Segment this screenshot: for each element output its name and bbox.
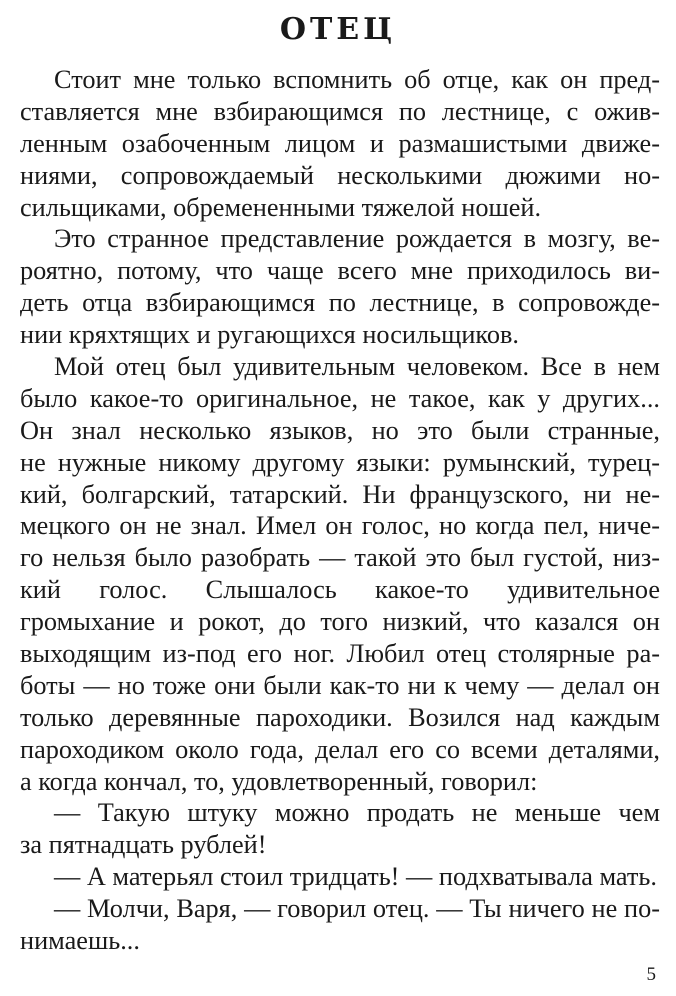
text-line: мецкого он не знал. Имел он голос, но когда пел, ниче-	[20, 511, 660, 541]
text-line: пароходиком около года, делал его со всеми деталями,	[20, 734, 660, 764]
text-line: было какое-то оригинальное, не такое, как у других...	[20, 383, 660, 413]
text-line: только деревянные пароходики. Возился над каждым	[20, 702, 660, 732]
text-line: сильщиками, обремененными тяжелой ношей.	[20, 192, 542, 222]
text-line: боты — но тоже они были как-то ни к чему — делал он	[20, 670, 660, 700]
text-line: выходящим из-под его ног. Любил отец столярные ра-	[20, 639, 660, 669]
text-line: Он знал несколько языков, но это были странные,	[20, 415, 660, 445]
page-number: 5	[646, 964, 656, 985]
text-line: ставляется мне взбирающимся по лестнице, с ожив-	[20, 96, 660, 126]
text-line: — Такую штуку можно продать не меньше чем	[54, 798, 660, 828]
text-line: ниями, сопровождаемый несколькими дюжими но-	[20, 160, 660, 190]
text-line: не нужные никому другому языки: румынский, турец-	[20, 447, 660, 477]
text-line: роятно, потому, что чаще всего мне приходилось ви-	[20, 256, 660, 286]
text-line: ленным озабоченным лицом и размашистыми движе-	[20, 128, 660, 158]
text-line: Это странное представление рождается в мозгу, ве-	[54, 224, 660, 254]
text-line: а когда кончал, то, удовлетворенный, говорил:	[20, 766, 538, 796]
text-line: громыхание и рокот, до того низкий, что казался он	[20, 607, 660, 637]
body-text	[20, 64, 660, 957]
text-line: кий, болгарский, татарский. Ни французского, ни не-	[20, 479, 660, 509]
chapter-title: ОТЕЦ	[279, 12, 397, 47]
text-line: — А матерьял стоил тридцать! — подхватывала мать.	[54, 862, 657, 892]
text-line: Стоит мне только вспомнить об отце, как он пред-	[54, 65, 660, 94]
text-line: Мой отец был удивительным человеком. Все в нем	[54, 352, 660, 382]
text-line: за пятнадцать рублей!	[20, 830, 267, 860]
text-line: го нельзя было разобрать — такой это был густой, низ-	[20, 543, 660, 573]
text-line: кий голос. Слышалось какое-то удивительное	[20, 575, 660, 605]
text-line: нии кряхтящих и ругающихся носильщиков.	[20, 320, 519, 350]
text-line: — Молчи, Варя, — говорил отец. — Ты ничего не по-	[54, 894, 660, 924]
text-line: деть отца взбирающимся по лестнице, в сопровожде-	[20, 288, 660, 318]
text-line: нимаешь...	[20, 926, 140, 956]
